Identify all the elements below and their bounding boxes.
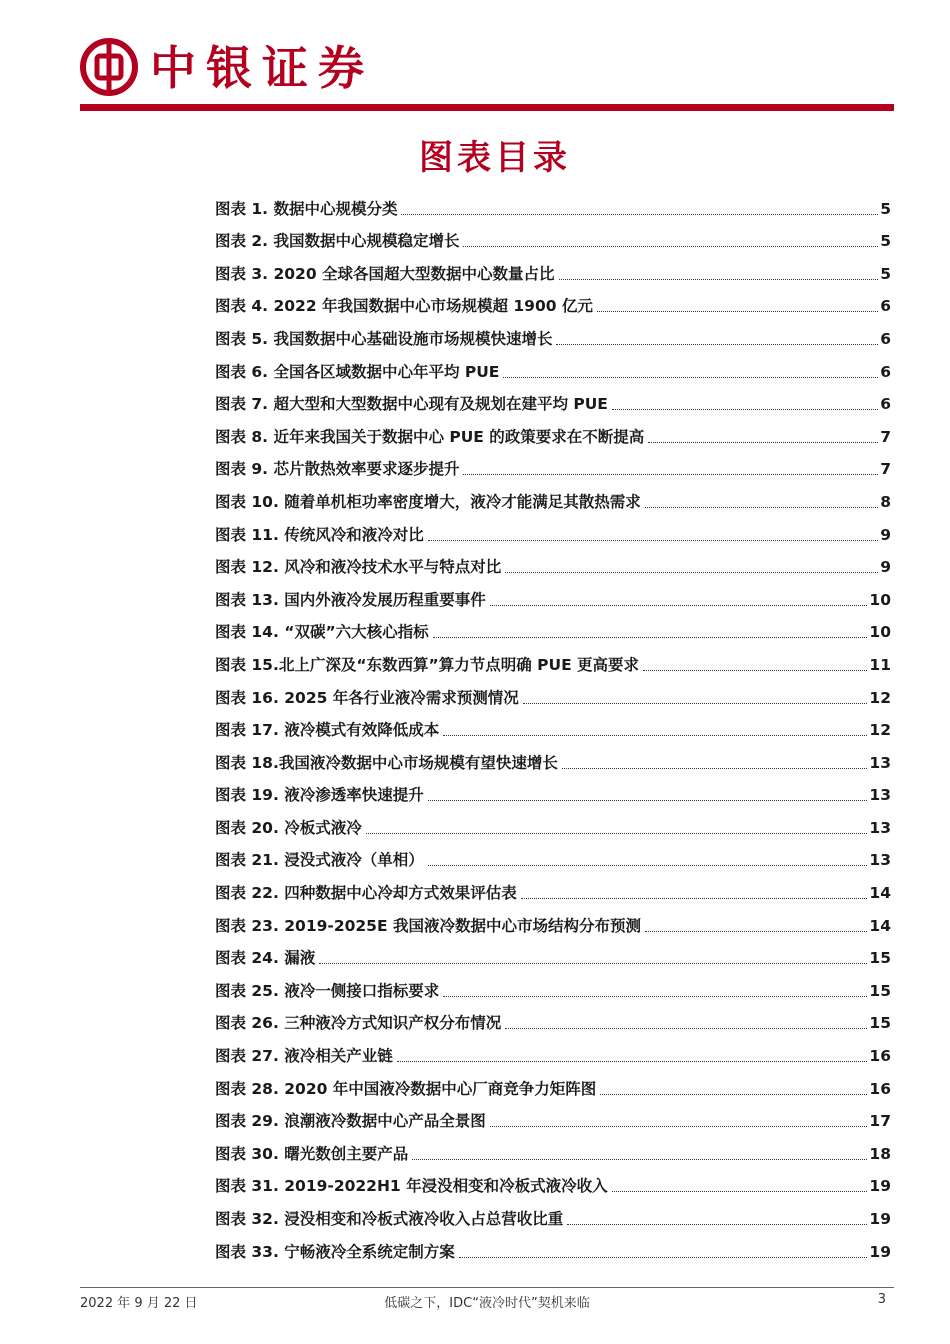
toc-entry-page[interactable]: 19 bbox=[869, 1177, 891, 1196]
toc-entry-label[interactable]: 图表 18.我国液冷数据中心市场规模有望快速增长 bbox=[215, 753, 558, 772]
toc-dot-leader bbox=[643, 670, 867, 671]
toc-dot-leader bbox=[612, 1191, 868, 1192]
toc-dot-leader bbox=[648, 442, 878, 443]
toc-entry-page[interactable]: 14 bbox=[869, 884, 891, 903]
toc-dot-leader bbox=[401, 214, 878, 215]
toc-dot-leader bbox=[428, 865, 868, 866]
toc-entry-page[interactable]: 11 bbox=[869, 655, 891, 674]
brand-name: 中银证券 bbox=[150, 41, 374, 95]
toc-entry-label[interactable]: 图表 19. 液冷渗透率快速提升 bbox=[215, 786, 424, 805]
toc-entry-page[interactable]: 17 bbox=[869, 1112, 891, 1131]
toc-entry[interactable] bbox=[215, 806, 891, 839]
toc-dot-leader bbox=[490, 605, 868, 606]
footer-divider bbox=[80, 1287, 894, 1288]
toc-entry[interactable] bbox=[215, 839, 891, 872]
toc-dot-leader bbox=[600, 1094, 867, 1095]
toc-entry-label[interactable]: 图表 10. 随着单机柜功率密度增大，液冷才能满足其散热需求 bbox=[215, 492, 641, 511]
toc-dot-leader bbox=[459, 1257, 868, 1258]
toc-entry-page[interactable]: 19 bbox=[869, 1210, 891, 1228]
toc-entry-page[interactable]: 7 bbox=[880, 427, 891, 446]
toc-dot-leader bbox=[559, 279, 879, 280]
toc-entry-label[interactable]: 图表 28. 2020 年中国液冷数据中心厂商竞争力矩阵图 bbox=[215, 1079, 597, 1098]
toc-dot-leader bbox=[645, 931, 867, 932]
toc-entry-label[interactable]: 图表 29. 浪潮液冷数据中心产品全景图 bbox=[215, 1112, 486, 1131]
toc-entry-page[interactable]: 13 bbox=[869, 786, 891, 805]
toc-entry[interactable] bbox=[215, 1165, 891, 1198]
toc-entry-label[interactable]: 图表 21. 浸没式液冷（单相） bbox=[215, 851, 424, 870]
toc-entry-page[interactable]: 5 bbox=[880, 199, 891, 218]
toc-dot-leader bbox=[567, 1224, 867, 1225]
toc-entry[interactable] bbox=[215, 220, 891, 253]
toc-dot-leader bbox=[505, 1028, 867, 1029]
toc-dot-leader bbox=[523, 703, 868, 704]
toc-entry-page[interactable]: 13 bbox=[869, 818, 891, 837]
toc-entry-page[interactable]: 12 bbox=[869, 688, 891, 707]
toc-entry-label[interactable]: 图表 33. 宁畅液冷全系统定制方案 bbox=[215, 1242, 455, 1261]
toc-entry-page[interactable]: 18 bbox=[869, 1144, 891, 1163]
toc-entry[interactable] bbox=[215, 871, 891, 904]
toc-entry-label[interactable]: 图表 31. 2019-2022H1 年浸没相变和冷板式液冷收入 bbox=[215, 1177, 608, 1196]
toc-entry-page[interactable]: 15 bbox=[869, 949, 891, 968]
toc-entry[interactable] bbox=[215, 611, 891, 644]
toc-entry-page[interactable]: 6 bbox=[880, 329, 891, 348]
page-title: 图表目录 bbox=[419, 138, 571, 178]
toc-entry-page[interactable]: 19 bbox=[869, 1242, 891, 1261]
toc-entry[interactable] bbox=[215, 643, 891, 676]
toc-entry-label[interactable]: 图表 15.北上广深及“东数西算”算力节点明确 PUE 更高要求 bbox=[215, 655, 640, 674]
toc-entry[interactable] bbox=[215, 546, 891, 579]
toc-entry-label[interactable]: 图表 11. 传统风冷和液冷对比 bbox=[215, 525, 424, 544]
toc-entry-label[interactable]: 图表 8. 近年来我国关于数据中心 PUE 的政策要求在不断提高 bbox=[215, 427, 645, 446]
header-divider bbox=[80, 104, 894, 111]
toc-dot-leader bbox=[490, 1126, 868, 1127]
toc-entry-label[interactable]: 图表 9. 芯片散热效率要求逐步提升 bbox=[215, 460, 460, 479]
toc-dot-leader bbox=[433, 637, 868, 638]
toc-entry[interactable] bbox=[215, 1230, 891, 1263]
toc-entry-label[interactable]: 图表 26. 三种液冷方式知识产权分布情况 bbox=[215, 1014, 502, 1033]
toc-entry[interactable] bbox=[215, 1067, 891, 1100]
toc-entry-label[interactable]: 图表 25. 液冷一侧接口指标要求 bbox=[215, 981, 440, 1000]
toc-dot-leader bbox=[503, 377, 878, 378]
toc-entry-page[interactable]: 15 bbox=[869, 1014, 891, 1033]
toc-entry[interactable] bbox=[215, 1100, 891, 1133]
toc-entry[interactable] bbox=[215, 1034, 891, 1067]
toc-entry-label[interactable]: 图表 27. 液冷相关产业链 bbox=[215, 1047, 393, 1066]
toc-entry-page[interactable]: 5 bbox=[880, 232, 891, 251]
toc-entry[interactable] bbox=[215, 741, 891, 774]
toc-entry-label[interactable]: 图表 4. 2022 年我国数据中心市场规模超 1900 亿元 bbox=[215, 297, 593, 316]
toc-entry[interactable] bbox=[215, 383, 891, 416]
toc-dot-leader bbox=[443, 735, 867, 736]
toc-entry-label[interactable]: 图表 1. 数据中心规模分类 bbox=[215, 199, 398, 218]
toc-entry[interactable] bbox=[215, 937, 891, 970]
toc-entry-label[interactable]: 图表 22. 四种数据中心冷却方式效果评估表 bbox=[215, 884, 517, 903]
toc-entry[interactable] bbox=[215, 480, 891, 513]
toc-entry-page[interactable]: 6 bbox=[880, 362, 891, 381]
report-header bbox=[80, 36, 894, 106]
toc-dot-leader bbox=[428, 800, 868, 801]
toc-entry-page[interactable]: 9 bbox=[880, 558, 891, 577]
toc-entry-page[interactable]: 13 bbox=[869, 753, 891, 772]
toc-entry-page[interactable]: 6 bbox=[880, 297, 891, 316]
toc-dot-leader bbox=[597, 311, 878, 312]
toc-entry[interactable] bbox=[215, 709, 891, 742]
toc-dot-leader bbox=[319, 963, 867, 964]
toc-dot-leader bbox=[428, 540, 878, 541]
toc-dot-leader bbox=[562, 768, 868, 769]
toc-entry-label[interactable]: 图表 6. 全国各区域数据中心年平均 PUE bbox=[215, 362, 500, 381]
toc-entry-page[interactable]: 16 bbox=[869, 1079, 891, 1098]
toc-entry-page[interactable]: 13 bbox=[869, 851, 891, 870]
toc-entry[interactable] bbox=[215, 904, 891, 937]
toc-entry-label[interactable]: 图表 20. 冷板式液冷 bbox=[215, 818, 362, 837]
toc-entry-label[interactable]: 图表 16. 2025 年各行业液冷需求预测情况 bbox=[215, 688, 519, 707]
toc-dot-leader bbox=[366, 833, 868, 834]
toc-entry[interactable] bbox=[215, 1132, 891, 1165]
toc-dot-leader bbox=[463, 474, 878, 475]
toc-dot-leader bbox=[505, 572, 878, 573]
toc-entry-page[interactable]: 5 bbox=[880, 264, 891, 283]
toc-entry[interactable] bbox=[215, 285, 891, 318]
figure-table-of-contents bbox=[215, 187, 891, 1263]
toc-entry-page[interactable]: 12 bbox=[869, 721, 891, 740]
toc-entry-label[interactable]: 图表 24. 漏液 bbox=[215, 949, 316, 968]
bank-of-china-logo-icon bbox=[80, 38, 138, 96]
toc-entry-page[interactable]: 9 bbox=[880, 525, 891, 544]
toc-dot-leader bbox=[443, 996, 867, 997]
toc-entry-page[interactable]: 10 bbox=[869, 590, 891, 609]
toc-entry-label[interactable]: 图表 5. 我国数据中心基础设施市场规模快速增长 bbox=[215, 329, 553, 348]
footer-date: 2022 年 9 月 22 日 bbox=[80, 1296, 198, 1311]
toc-entry-label[interactable]: 图表 23. 2019-2025E 我国液冷数据中心市场结构分布预测 bbox=[215, 916, 641, 935]
toc-entry-label[interactable]: 图表 2. 我国数据中心规模稳定增长 bbox=[215, 232, 460, 251]
toc-entry-label[interactable]: 图表 17. 液冷模式有效降低成本 bbox=[215, 721, 440, 740]
toc-entry-page[interactable]: 8 bbox=[880, 492, 891, 511]
toc-entry-label[interactable]: 图表 7. 超大型和大型数据中心现有及规划在建平均 PUE bbox=[215, 395, 608, 414]
toc-entry[interactable] bbox=[215, 448, 891, 481]
toc-entry-label[interactable]: 图表 14. “双碳”六大核心指标 bbox=[215, 623, 429, 642]
toc-dot-leader bbox=[556, 344, 878, 345]
toc-dot-leader bbox=[612, 409, 878, 410]
page-footer bbox=[80, 1292, 894, 1314]
toc-entry[interactable] bbox=[215, 513, 891, 546]
toc-entry-label[interactable]: 图表 30. 曙光数创主要产品 bbox=[215, 1144, 409, 1163]
toc-entry[interactable] bbox=[215, 774, 891, 807]
toc-entry-page[interactable]: 7 bbox=[880, 460, 891, 479]
toc-dot-leader bbox=[412, 1159, 867, 1160]
toc-entry[interactable] bbox=[215, 578, 891, 611]
toc-entry-label[interactable]: 图表 13. 国内外液冷发展历程重要事件 bbox=[215, 590, 486, 609]
toc-entry[interactable] bbox=[215, 1197, 891, 1230]
toc-entry-label[interactable]: 图表 3. 2020 全球各国超大型数据中心数量占比 bbox=[215, 264, 555, 283]
toc-entry-label[interactable]: 图表 32. 浸没相变和冷板式液冷收入占总营收比重 bbox=[215, 1210, 564, 1228]
toc-entry[interactable] bbox=[215, 1002, 891, 1035]
toc-entry-page[interactable]: 15 bbox=[869, 981, 891, 1000]
toc-entry[interactable] bbox=[215, 969, 891, 1002]
toc-entry-page[interactable]: 6 bbox=[880, 395, 891, 414]
toc-dot-leader bbox=[463, 246, 878, 247]
toc-dot-leader bbox=[397, 1061, 868, 1062]
toc-entry[interactable] bbox=[215, 350, 891, 383]
toc-entry[interactable] bbox=[215, 676, 891, 709]
toc-entry[interactable] bbox=[215, 252, 891, 285]
toc-dot-leader bbox=[645, 507, 878, 508]
footer-report-title: 低碳之下，IDC“液冷时代”契机来临 bbox=[384, 1296, 590, 1311]
toc-entry-page[interactable]: 10 bbox=[869, 623, 891, 642]
footer-page-number: 3 bbox=[877, 1292, 886, 1307]
toc-entry[interactable] bbox=[215, 187, 891, 220]
toc-entry[interactable] bbox=[215, 415, 891, 448]
toc-entry[interactable] bbox=[215, 317, 891, 350]
toc-entry-label[interactable]: 图表 12. 风冷和液冷技术水平与特点对比 bbox=[215, 558, 502, 577]
toc-dot-leader bbox=[521, 898, 868, 899]
toc-entry-page[interactable]: 16 bbox=[869, 1047, 891, 1066]
toc-entry-page[interactable]: 14 bbox=[869, 916, 891, 935]
